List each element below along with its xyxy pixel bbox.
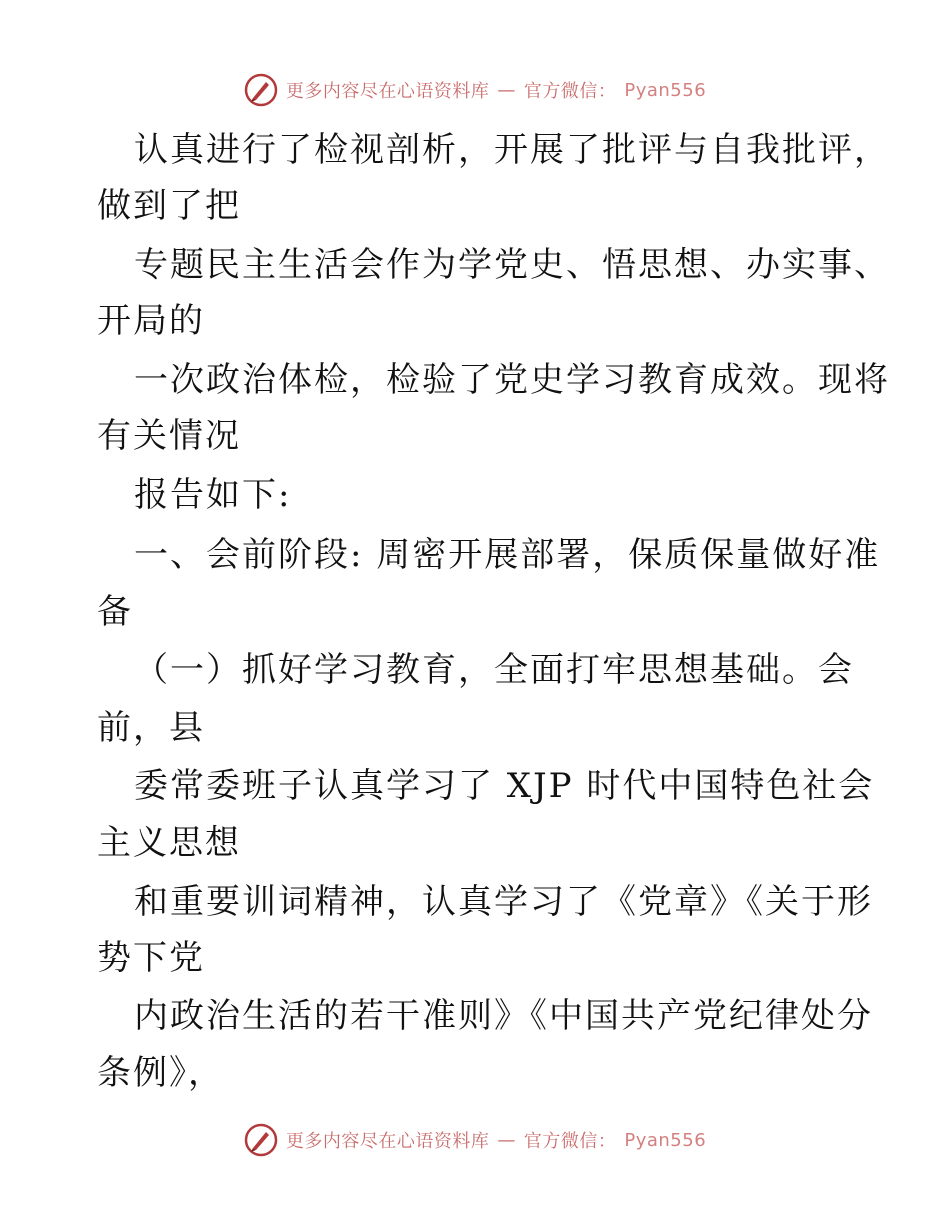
banner-separator: — <box>497 79 516 101</box>
body-line: 内政治生活的若干准则》《中国共产党纪律处分 <box>134 996 873 1036</box>
body-line: 前，县 <box>97 708 205 748</box>
subsection-heading: （一）抓好学习教育，全面打牢思想基础。会 <box>134 650 854 690</box>
body-line: 报告如下: <box>134 475 292 515</box>
body-line: 备 <box>97 592 133 632</box>
body-line: 做到了把 <box>97 186 241 226</box>
banner-site-text: 更多内容尽在心语资料库 <box>285 81 490 102</box>
footer-banner <box>0 1120 950 1160</box>
banner-wechat-label: 官方微信： <box>523 1131 617 1152</box>
banner-wechat-id: Pyan556 <box>624 79 707 101</box>
body-line: 专题民主生活会作为学党史、悟思想、办实事、 <box>134 245 890 285</box>
body-line: 和重要训词精神，认真学习了《党章》《关于形 <box>134 882 873 922</box>
body-line: 委常委班子认真学习了 XJP 时代中国特色社会 <box>134 766 875 806</box>
banner-wechat-id: Pyan556 <box>624 1129 707 1151</box>
body-line: 条例》， <box>97 1053 224 1093</box>
body-line: 有关情况 <box>97 416 241 456</box>
body-line: 开局的 <box>97 301 205 341</box>
banner-site-text: 更多内容尽在心语资料库 <box>285 1131 490 1152</box>
banner-separator: — <box>497 1129 516 1151</box>
section-heading: 一、会前阶段: 周密开展部署，保质保量做好准 <box>134 535 881 575</box>
body-line: 认真进行了检视剖析，开展了批评与自我批评， <box>134 130 890 170</box>
banner-wechat-label: 官方微信： <box>523 81 617 102</box>
body-line: 势下党 <box>97 938 205 978</box>
quill-logo-icon <box>244 1123 278 1157</box>
body-line: 一次政治体检，检验了党史学习教育成效。现将 <box>134 360 890 400</box>
body-line: 主义思想 <box>97 823 241 863</box>
